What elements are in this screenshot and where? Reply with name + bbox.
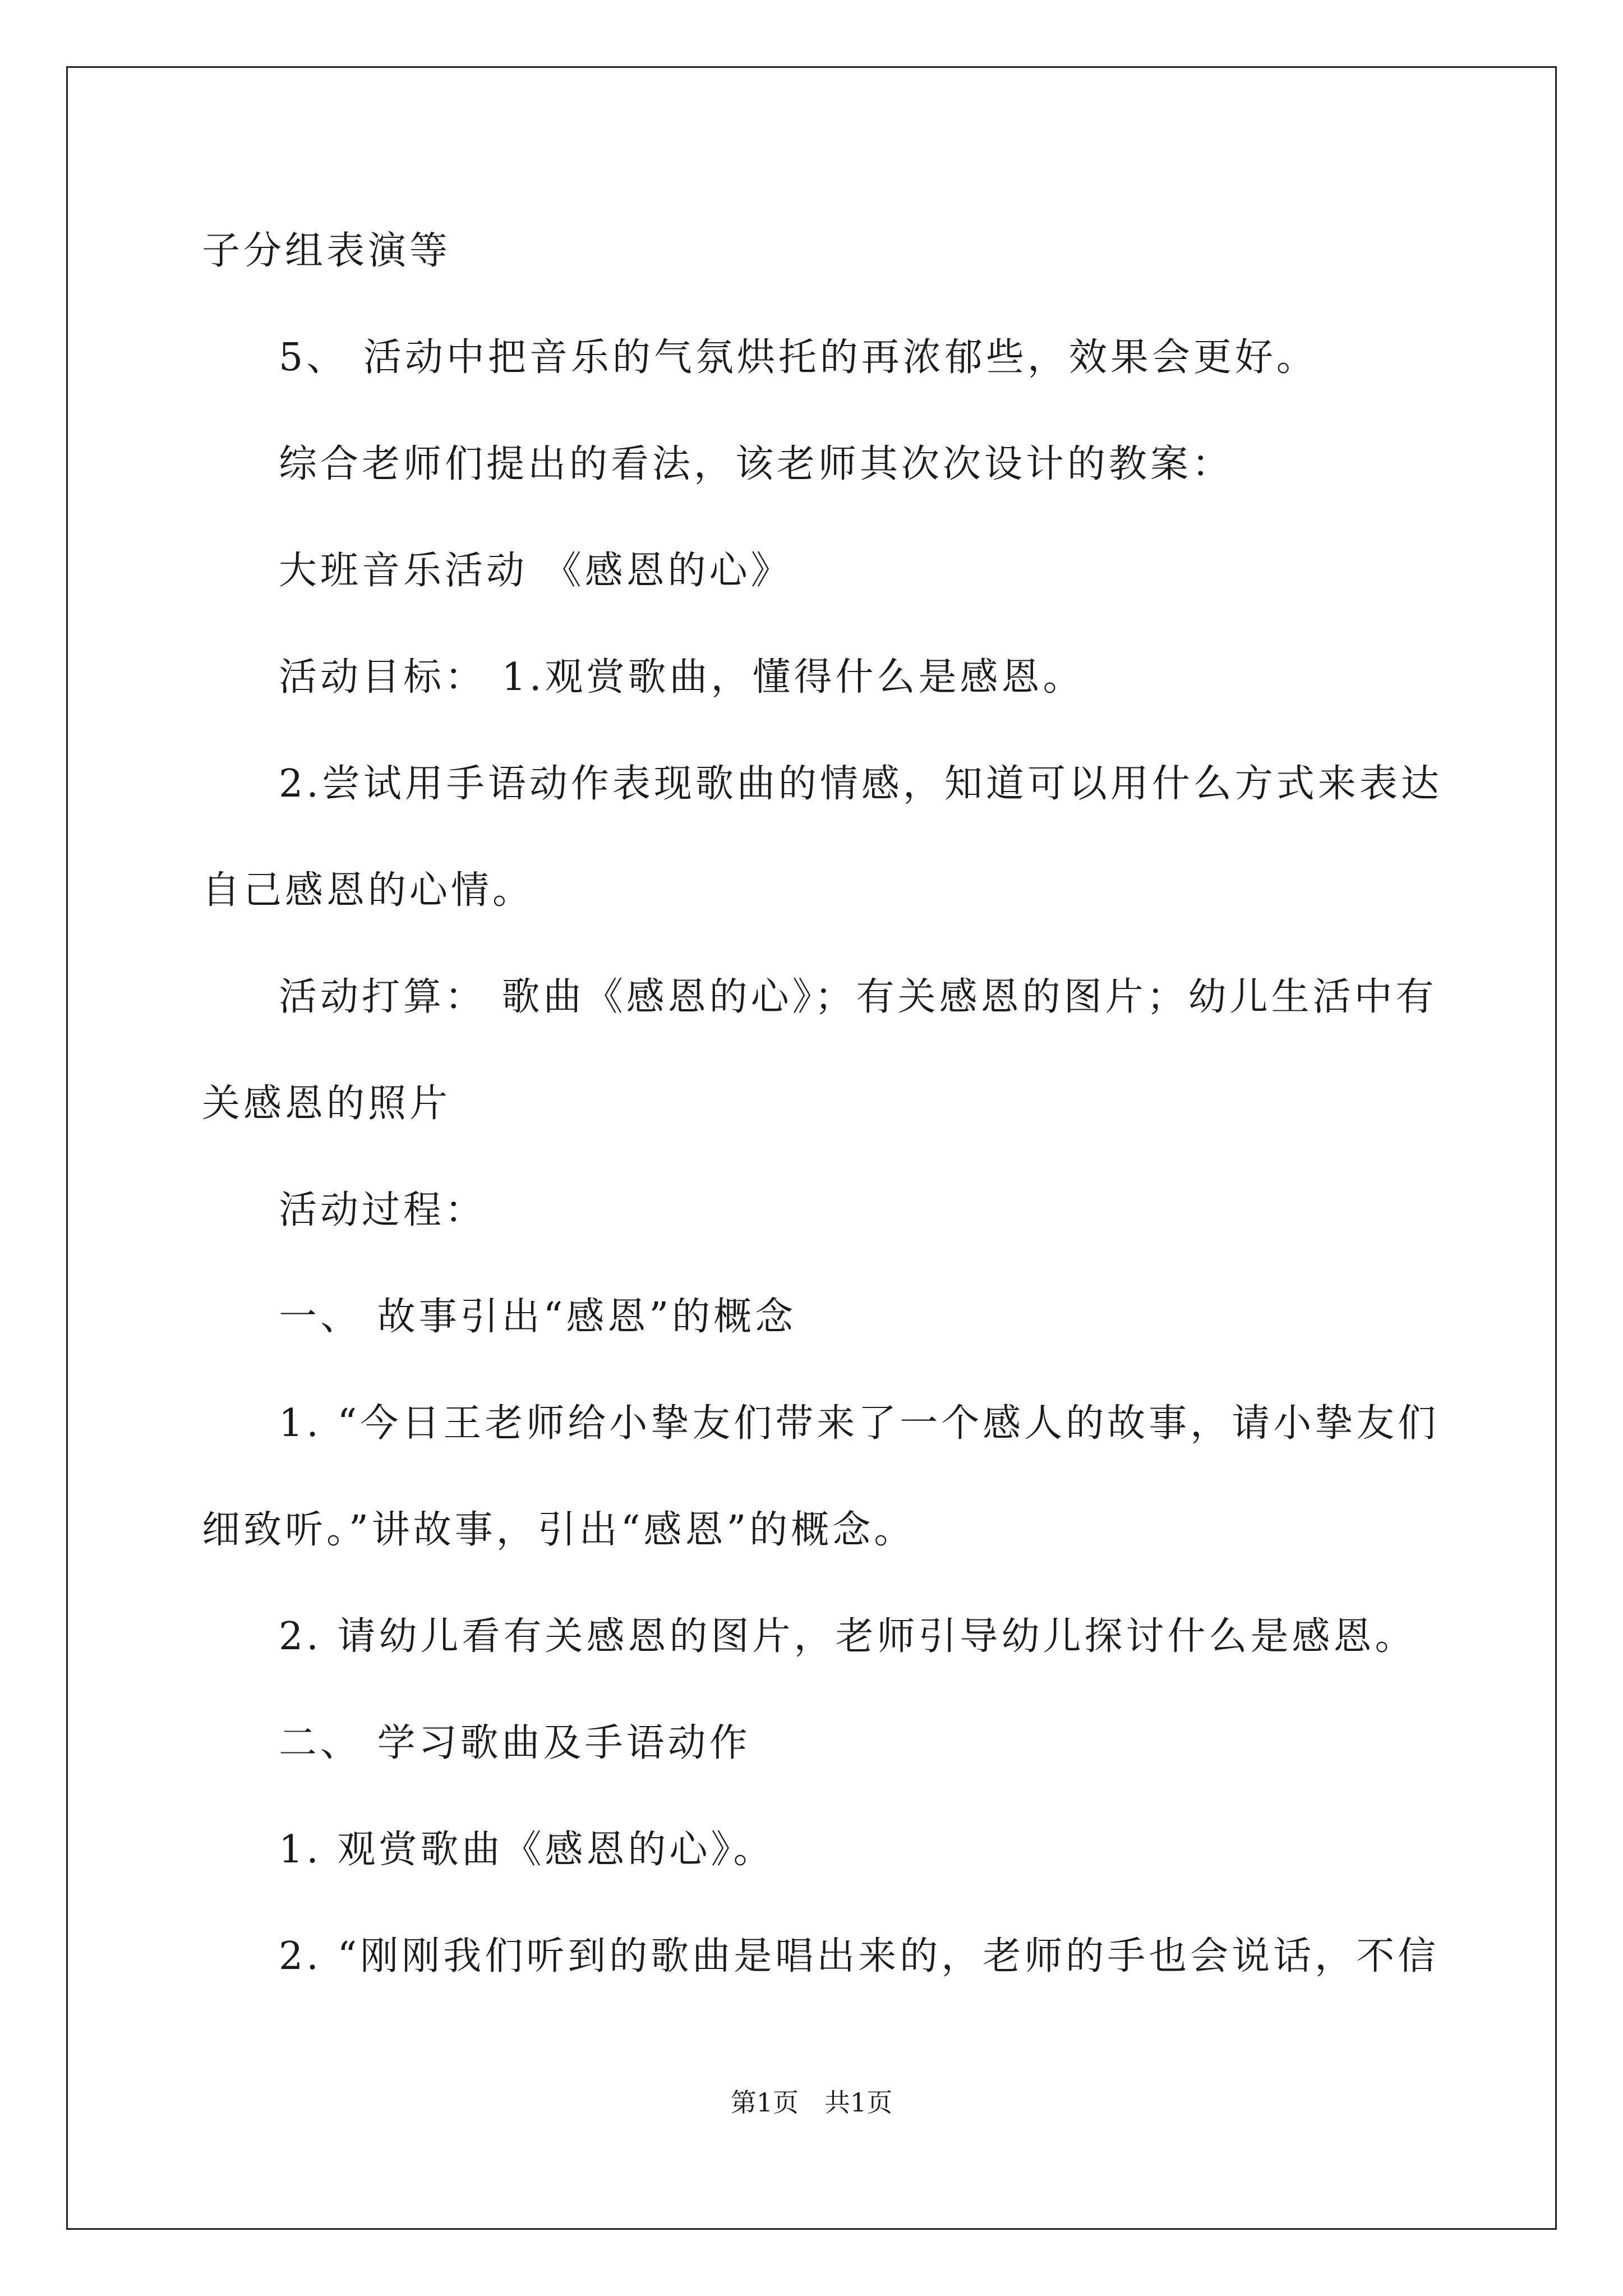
paragraph-line: 2.尝试用手语动作表现歌曲的情感，知道可以用什么方式来表达 bbox=[279, 762, 1442, 806]
paragraph-line: 2. 请幼儿看有关感恩的图片，老师引导幼儿探讨什么是感恩。 bbox=[279, 1614, 1417, 1659]
paragraph-line: 1. “今日王老师给小挚友们带来了一个感人的故事，请小挚友们 bbox=[279, 1401, 1440, 1446]
page-footer: 第1页 共1页 bbox=[730, 2087, 893, 2118]
paragraph-line: 二、 学习歌曲及手语动作 bbox=[279, 1721, 751, 1765]
paragraph-line: 2. “刚刚我们听到的歌曲是唱出来的，老师的手也会说话，不信 bbox=[279, 1934, 1440, 1978]
page-border bbox=[66, 66, 1557, 2230]
paragraph-line: 1. 观赏歌曲《感恩的心》。 bbox=[279, 1828, 775, 1872]
paragraph-line: 关感恩的照片 bbox=[202, 1082, 451, 1126]
paragraph-line: 活动打算： 歌曲《感恩的心》；有关感恩的图片；幼儿生活中有 bbox=[279, 975, 1437, 1019]
paragraph-line: 自己感恩的心情。 bbox=[202, 868, 534, 913]
paragraph-line: 一、 故事引出“感恩”的概念 bbox=[279, 1295, 797, 1339]
paragraph-line: 5、 活动中把音乐的气氛烘托的再浓郁些，效果会更好。 bbox=[279, 335, 1318, 380]
paragraph-line: 子分组表演等 bbox=[202, 229, 451, 273]
section-title: 大班音乐活动 《感恩的心》 bbox=[279, 549, 792, 593]
paragraph-line: 细致听。”讲故事，引出“感恩”的概念。 bbox=[202, 1508, 916, 1552]
paragraph-line: 活动过程： bbox=[279, 1188, 487, 1232]
paragraph-line: 综合老师们提出的看法，该老师其次次设计的教案： bbox=[279, 442, 1234, 486]
paragraph-line: 活动目标： 1.观赏歌曲，懂得什么是感恩。 bbox=[279, 655, 1085, 700]
